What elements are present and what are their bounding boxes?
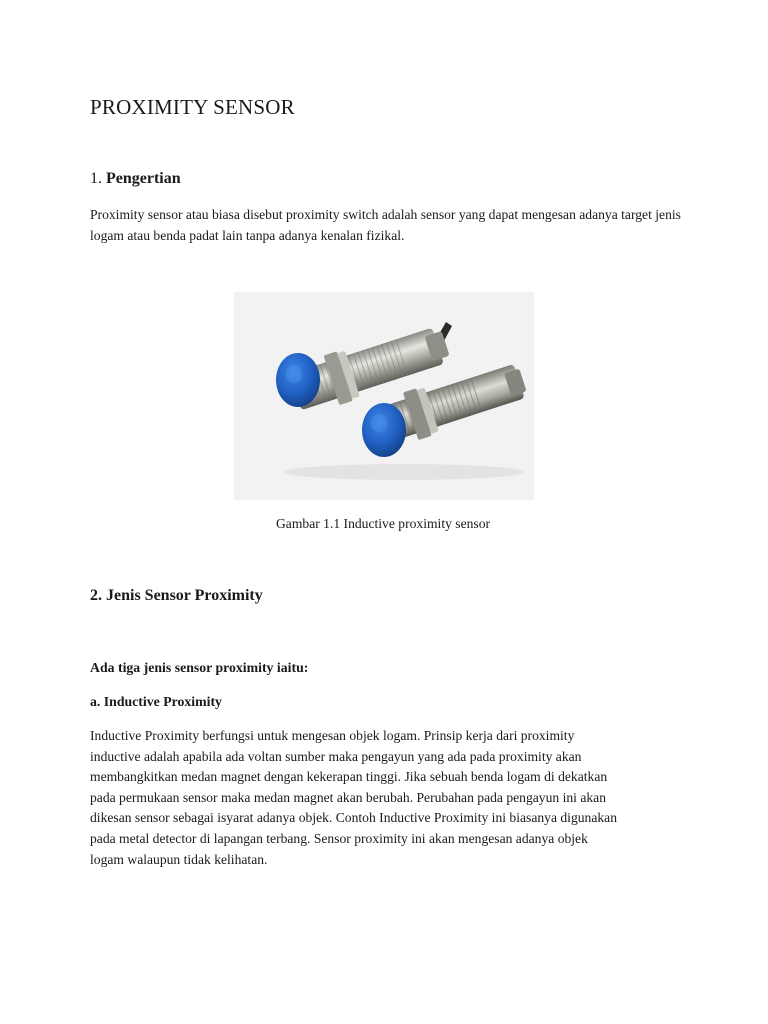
document-title: PROXIMITY SENSOR [90, 95, 295, 119]
section-1-heading [90, 170, 181, 188]
section-2-intro: Ada tiga jenis sensor proximity iaitu: [90, 660, 309, 675]
figure-sensor-image [234, 292, 534, 500]
subsection-a-paragraph [90, 726, 688, 870]
section-1-title: Pengertian [106, 170, 181, 187]
paragraph-line: dikesan sensor sebagai isyarat adanya objek. Contoh Inductive Proximity ini biasanya digunakan [90, 810, 618, 826]
paragraph-line: logam walaupun tidak kelihatan. [90, 851, 268, 867]
figure-caption: Gambar 1.1 Inductive proximity sensor [275, 516, 491, 531]
section-1-number: 1. [90, 170, 102, 187]
section-2-heading: 2. Jenis Sensor Proximity [90, 587, 263, 604]
paragraph-line: inductive adalah apabila ada voltan sumber maka pengayun yang ada pada proximity akan [90, 748, 582, 764]
paragraph-line: pada metal detector di lapangan terbang. Sensor proximity ini akan mengesan adanya objek [90, 830, 588, 846]
inductive-proximity-sensor-photo-icon [234, 292, 534, 500]
paragraph-line: Inductive Proximity berfungsi untuk mengesan objek logam. Prinsip kerja dari proximity [90, 728, 575, 743]
paragraph-line: pada permukaan sensor maka medan magnet akan berubah. Perubahan pada pengayun ini akan [90, 789, 606, 805]
paragraph-line: membangkitkan medan magnet dengan kekerapan tinggi. Jika sebuah benda logam di dekatkan [90, 769, 608, 785]
subsection-a-heading: a. Inductive Proximity [90, 694, 222, 709]
section-1-paragraph: Proximity sensor atau biasa disebut proximity switch adalah sensor yang dapat mengesan adanya target jenis logam atau benda padat lain tanpa adanya kenalan fizikal. [90, 207, 681, 243]
